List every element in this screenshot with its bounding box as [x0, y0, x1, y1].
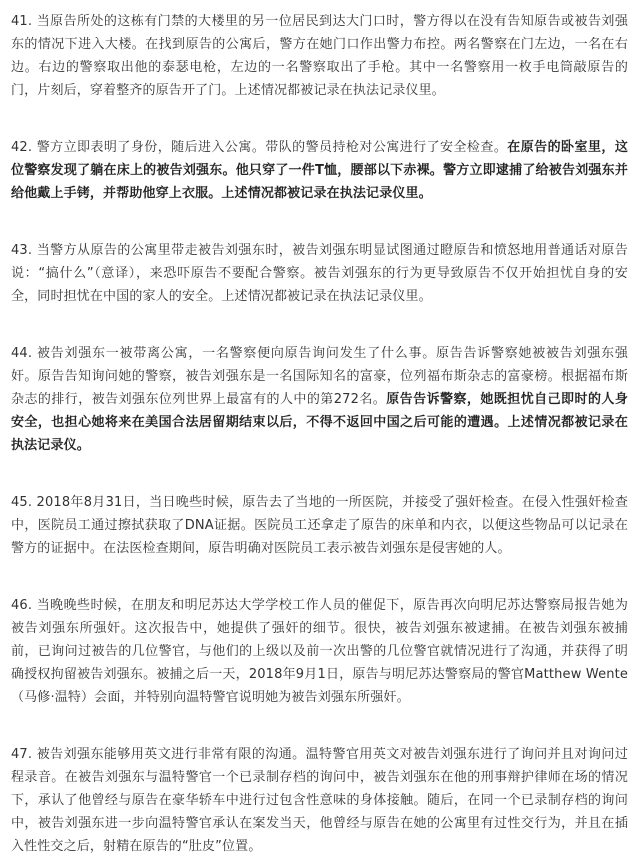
- paragraph-47: [11, 743, 628, 858]
- paragraph-45-text: 45. 2018年8月31日，当日晚些时候，原告去了当地的一所医院，并接受了强奸检查。在侵入性强奸检查中，医院员工通过擦拭获取了DNA证据。医院员工还拿走了原告的床单和内衣，以便这些物品可以记录在警方的证据中。在法医检查期间，原告明确对医院员工表示被告刘强东是侵害她的人。: [11, 495, 628, 556]
- paragraph-43: [11, 239, 628, 308]
- paragraph-47-text: 47. 被告刘强东能够用英文进行非常有限的沟通。温特警官用英文对被告刘强东进行了询问并且对询问过程录音。在被告刘强东与温特警官一个已录制存档的询问中，被告刘强东在他的刑事辩护律师在场的情况下，承认了他曾经与原告在豪华轿车中进行过包含性意味的身体接触。随后，在同一个已录制存档的询问中，被告刘强东进一步向温特警官承认在案发当天，他曾经与原告在她的公寓里有过性交行为，并且在插入性性交之后，射精在原告的“肚皮”位置。: [11, 747, 628, 854]
- paragraph-46: [11, 594, 628, 709]
- paragraph-44: [11, 342, 628, 457]
- paragraph-41: [11, 0, 628, 102]
- paragraph-42: [11, 136, 628, 205]
- paragraph-45: [11, 491, 628, 560]
- paragraph-43-text: 43. 当警方从原告的公寓里带走被告刘强东时，被告刘强东明显试图通过瞪原告和愤怒地用普通话对原告说：“搞什么”（意译），来恐吓原告不要配合警察。被告刘强东的行为更导致原告不仅开始担忧自身的安全，同时担忧在中国的家人的安全。上述情况都被记录在执法记录仪里。: [11, 243, 628, 304]
- paragraph-44-bold-text: 原告告诉警察，她既担忧自己即时的人身安全，也担心她将来在美国合法居留期结束以后，不得不返回中国之后可能的遭遇。上述情况都被记录在执法记录仪。: [11, 392, 628, 453]
- paragraph-42-bold-text: 在原告的卧室里，这位警察发现了躺在床上的被告刘强东。他只穿了一件T恤，腰部以下赤裸。警方立即逮捕了给被告刘强东并给他戴上手铐，并帮助他穿上衣服。上述情况都被记录在执法记录仪里。: [11, 140, 628, 201]
- paragraph-42-text: 42. 警方立即表明了身份，随后进入公寓。带队的警员持枪对公寓进行了安全检查。: [11, 140, 508, 155]
- paragraph-44-text: 44. 被告刘强东一被带离公寓，一名警察便向原告询问发生了什么事。原告告诉警察她被被告刘强东强奸。原告告知询问她的警察，被告刘强东是一名国际知名的富豪，位列福布斯杂志的富豪榜。根据福布斯杂志的排行，被告刘强东位列世界上最富有的人中的第272名。: [11, 346, 628, 407]
- paragraph-46-text: 46. 当晚晚些时候，在朋友和明尼苏达大学学校工作人员的催促下，原告再次向明尼苏达警察局报告她为被告刘强东所强奸。这次报告中，她提供了强奸的细节。很快，被告刘强东被逮捕。在被告刘强东被捕前，已询问过被告的几位警官，与他们的上级以及前一次出警的几位警官就情况进行了沟通，并获得了明确授权拘留被告刘强东。被捕之后一天，2018年9月1日，原告与明尼苏达警察局的警官Matthew Wente（马修·温特）会面，并特别向温特警官说明她为被告刘强东所强奸。: [11, 598, 628, 705]
- paragraph-41-text: 41. 当原告所处的这栋有门禁的大楼里的另一位居民到达大门口时，警方得以在没有告知原告或被告刘强东的情况下进入大楼。在找到原告的公寓后，警方在她门口作出警力布控。两名警察在门左边，一名在右边。右边的警察取出他的泰瑟电枪，左边的一名警察取出了手枪。其中一名警察用一枚手电筒敲原告的门，片刻后，穿着整齐的原告开了门。上述情况都被记录在执法记录仪里。: [11, 14, 628, 98]
